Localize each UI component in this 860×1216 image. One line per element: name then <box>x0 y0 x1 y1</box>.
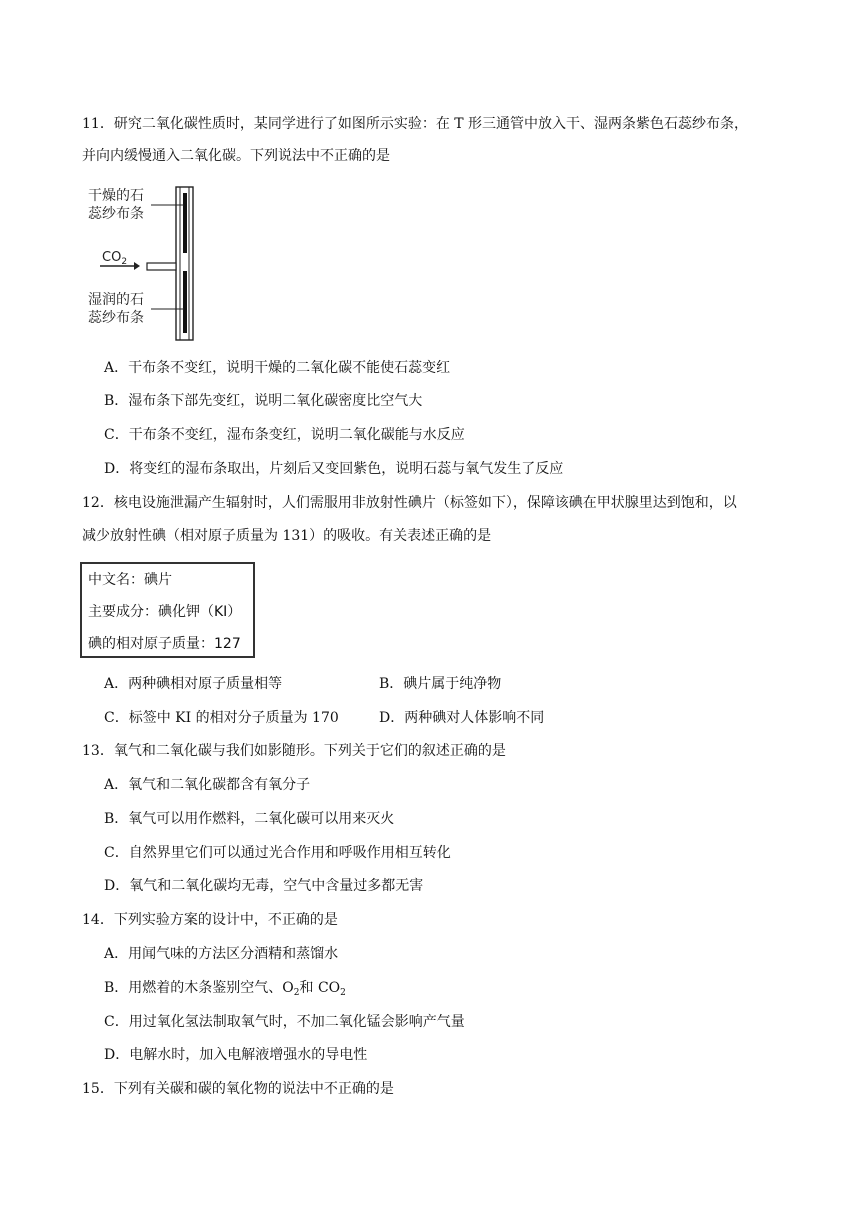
side-inlet <box>147 263 176 270</box>
q14-option-a: A．用闻气味的方法区分酒精和蒸馏水 <box>104 946 339 962</box>
label-ingredient: 主要成分：碘化钾（KI） <box>88 604 242 620</box>
t-tube-figure <box>84 183 214 343</box>
label-name: 中文名：碘片 <box>88 572 172 588</box>
q11-option-c: C．干布条不变红，湿布条变红，说明二氧化碳能与水反应 <box>104 427 465 443</box>
dry-strip-label-2: 蕊纱布条 <box>88 206 144 222</box>
q12-stem-line1: 12．核电设施泄漏产生辐射时，人们需服用非放射性碘片（标签如下），保障该碘在甲状腺里达到饱和，以 <box>82 495 737 511</box>
q13-option-b: B．氧气可以用作燃料，二氧化碳可以用来灭火 <box>104 811 395 827</box>
co2-gas-label: $CO_2$ <box>102 250 128 267</box>
q13-option-c: C．自然界里它们可以通过光合作用和呼吸作用相互转化 <box>104 845 451 861</box>
wet-strip-label-2: 蕊纱布条 <box>88 310 144 326</box>
q15-stem: 15．下列有关碳和碳的氧化物的说法中不正确的是 <box>82 1081 394 1097</box>
iodine-tablet-label <box>80 562 255 658</box>
q14-stem: 14．下列实验方案的设计中，不正确的是 <box>82 912 338 928</box>
q13-option-d: D．氧气和二氧化碳均无毒，空气中含量过多都无害 <box>104 878 424 894</box>
t-tube-drawing <box>84 183 214 343</box>
q11-option-d: D．将变红的湿布条取出，片刻后又变回紫色，说明石蕊与氧气发生了反应 <box>104 461 564 477</box>
q11-option-b: B．湿布条下部先变红，说明二氧化碳密度比空气大 <box>104 393 423 409</box>
q12-option-b: B．碘片属于纯净物 <box>379 676 502 692</box>
wet-litmus-strip <box>183 271 187 333</box>
q11-option-a: A．干布条不变红，说明干燥的二氧化碳不能使石蕊变红 <box>104 360 451 376</box>
q12-option-c: C．标签中 KI 的相对分子质量为 170 <box>104 710 339 726</box>
q12-option-a: A．两种碘相对原子质量相等 <box>104 676 283 692</box>
q14-option-d: D．电解水时，加入电解液增强水的导电性 <box>104 1047 368 1063</box>
q11-stem-line2: 并向内缓慢通入二氧化碳。下列说法中不正确的是 <box>82 148 390 164</box>
wet-strip-label-1: 湿润的石 <box>88 292 144 308</box>
q14-option-b: B．用燃着的木条鉴别空气、$O_2$和 $CO_2$ <box>104 980 346 998</box>
q11-stem-line1: 11．研究二氧化碳性质时，某同学进行了如图所示实验：在 T 形三通管中放入干、湿两条紫色石蕊纱布条， <box>82 116 749 132</box>
q13-stem: 13．氧气和二氧化碳与我们如影随形。下列关于它们的叙述正确的是 <box>82 743 506 759</box>
q14-option-c: C．用过氧化氢法制取氧气时，不加二氧化锰会影响产气量 <box>104 1014 465 1030</box>
q12-stem-line2: 减少放射性碘（相对原子质量为 131）的吸收。有关表述正确的是 <box>82 528 492 544</box>
label-atomic-mass: 碘的相对原子质量：127 <box>88 636 241 652</box>
q12-option-d: D．两种碘对人体影响不同 <box>379 710 545 726</box>
dry-litmus-strip <box>183 193 187 253</box>
dry-strip-label-1: 干燥的石 <box>88 188 144 204</box>
q13-option-a: A．氧气和二氧化碳都含有氧分子 <box>104 777 311 793</box>
